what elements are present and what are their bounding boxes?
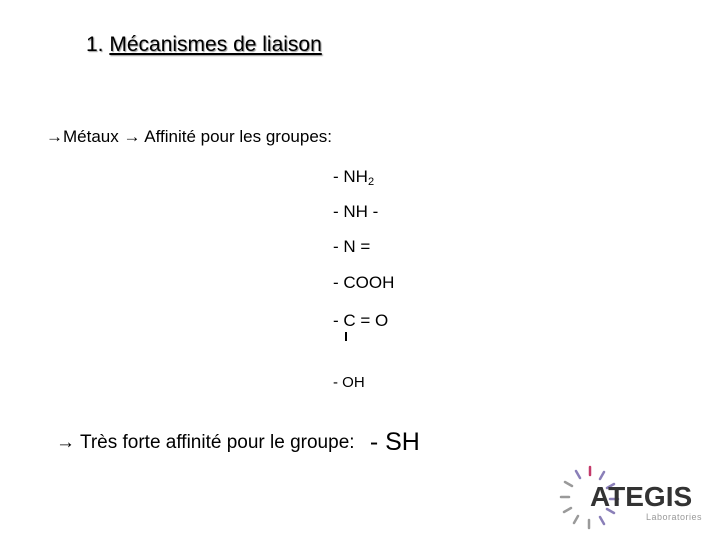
title-number: 1. bbox=[86, 33, 104, 56]
group-carbonyl: - C = O bbox=[333, 311, 389, 330]
group-nh2-subscript: 2 bbox=[367, 176, 375, 188]
title-text: Mécanismes de liaison bbox=[109, 33, 322, 56]
strong-affinity-text: Très forte affinité pour le groupe: bbox=[79, 432, 355, 453]
bond-tick-mark bbox=[345, 332, 347, 341]
strong-affinity-line bbox=[56, 426, 420, 455]
right-arrow-icon-2: → bbox=[56, 432, 75, 453]
group-cooh: - COOH bbox=[333, 273, 395, 292]
group-nh2-main: - NH bbox=[333, 167, 368, 186]
metals-affinity-line bbox=[46, 127, 332, 147]
slide-title bbox=[86, 33, 322, 57]
group-nh: - NH - bbox=[333, 202, 379, 221]
group-n-double-bond: - N = bbox=[333, 237, 371, 256]
right-arrow-icon: → bbox=[46, 127, 63, 146]
metals-affinity-text: Métaux → Affinité pour les groupes: bbox=[63, 127, 333, 146]
group-oh: - OH bbox=[333, 374, 365, 391]
ategis-logo bbox=[552, 458, 720, 540]
logo-wordmark: ATEGIS bbox=[590, 481, 693, 512]
ategis-logo-graphic bbox=[552, 458, 720, 540]
group-sh: - SH bbox=[369, 428, 420, 456]
logo-subtext: Laboratories bbox=[646, 512, 703, 522]
group-nh2 bbox=[333, 167, 374, 188]
